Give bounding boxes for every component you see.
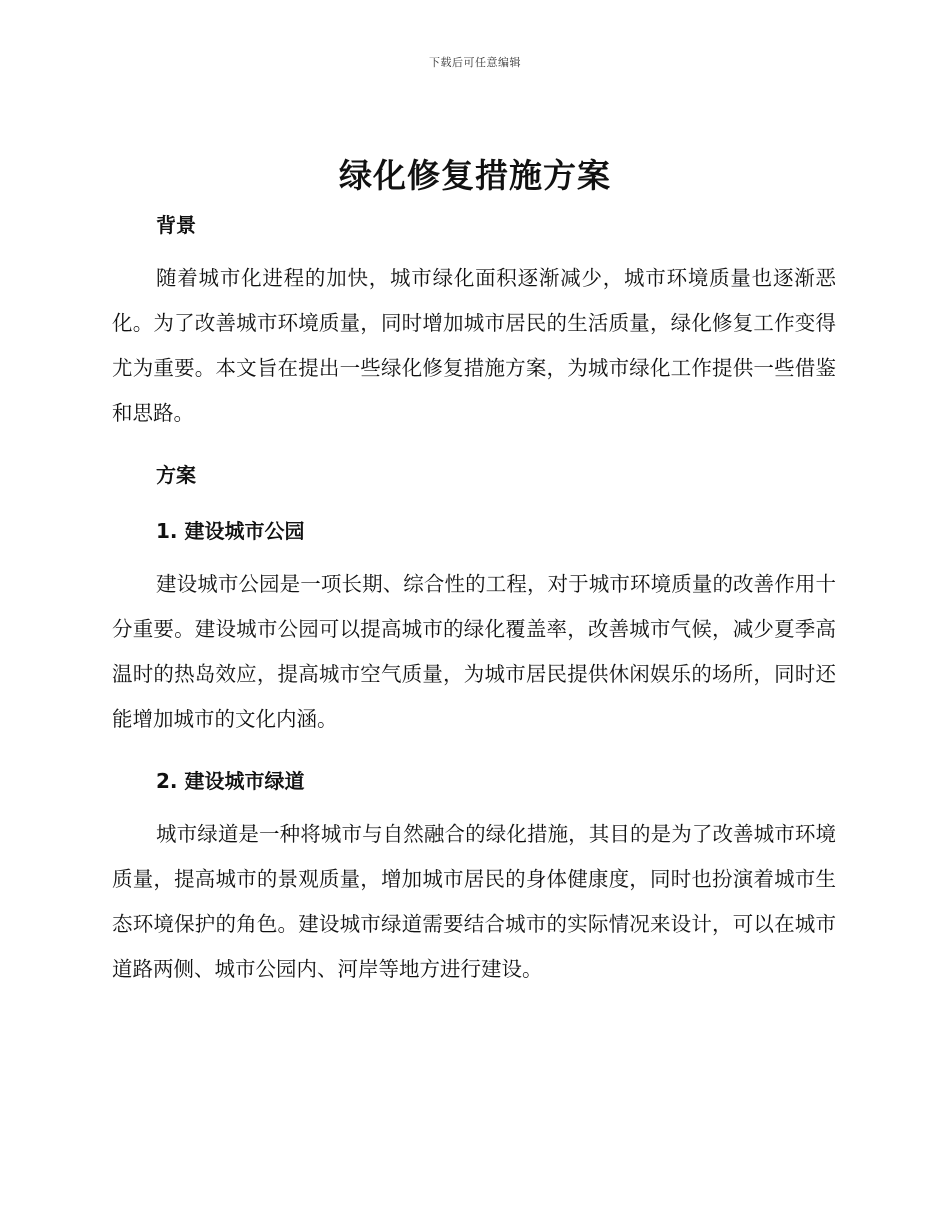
background-heading: 背景	[156, 213, 196, 237]
background-paragraph: 随着城市化进程的加快，城市绿化面积逐渐减少，城市环境质量也逐渐恶化。为了改善城市环境质量，同时增加城市居民的生活质量，绿化修复工作变得尤为重要。本文旨在提出一些绿化修复措施方案，为城市绿化工作提供一些借鉴和思路。	[112, 266, 836, 425]
header-note: 下载后可任意编辑	[429, 56, 521, 69]
item1-paragraph: 建设城市公园是一项长期、综合性的工程，对于城市环境质量的改善作用十分重要。建设城市公园可以提高城市的绿化覆盖率，改善城市气候，减少夏季高温时的热岛效应，提高城市空气质量，为城市居民提供休闲娱乐的场所，同时还能增加城市的文化内涵。	[112, 572, 836, 731]
document-title: 绿化修复措施方案	[339, 156, 611, 195]
item2-paragraph: 城市绿道是一种将城市与自然融合的绿化措施，其目的是为了改善城市环境质量，提高城市的景观质量，增加城市居民的身体健康度，同时也扮演着城市生态环境保护的角色。建设城市绿道需要结合城市的实际情况来设计，可以在城市道路两侧、城市公园内、河岸等地方进行建设。	[112, 822, 836, 981]
item2-heading: 2. 建设城市绿道	[156, 769, 305, 793]
item1-heading: 1. 建设城市公园	[156, 519, 305, 543]
plan-heading: 方案	[156, 463, 196, 487]
